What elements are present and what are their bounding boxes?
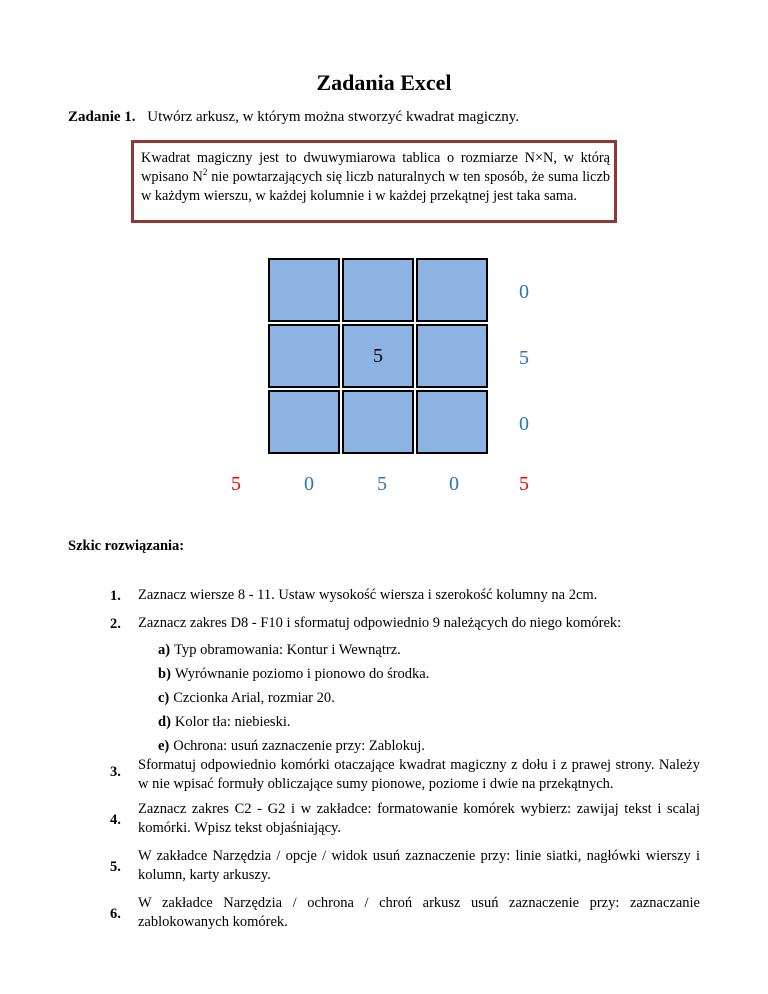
substep bbox=[158, 690, 335, 707]
definition-line-3: liczb w każdym wierszu, w każdej kolumnie i w każdej przekątnej jest taka bbox=[141, 169, 610, 204]
magic-cell bbox=[268, 390, 340, 454]
column-sum-1: 0 bbox=[304, 473, 314, 495]
substep-label: a) bbox=[158, 642, 171, 658]
substep-text: Czcionka Arial, rozmiar 20. bbox=[173, 690, 335, 706]
substep-text: Typ obramowania: Kontur i Wewnątrz. bbox=[174, 642, 401, 658]
step-text: Zaznacz zakres C2 - G2 i w zakładce: formatowanie komórek wybierz: zawijaj tekst i scalaj komórki. Wpisz tekst objaśniający. bbox=[138, 801, 700, 836]
task-label: Zadanie 1. bbox=[68, 109, 136, 125]
definition-box bbox=[131, 140, 617, 223]
row-sum-1: 0 bbox=[519, 281, 529, 303]
solution-heading: Szkic rozwiązania: bbox=[68, 538, 185, 554]
substep-text: Wyrównanie poziomo i pionowo do środka. bbox=[174, 666, 430, 682]
row-sum-3: 0 bbox=[519, 413, 529, 435]
substep-text: Kolor tła: niebieski. bbox=[174, 714, 291, 730]
substep bbox=[158, 738, 425, 755]
definition-line-2a: wpisano N bbox=[141, 169, 203, 185]
column-sum-3: 0 bbox=[449, 473, 459, 495]
definition-superscript: 2 bbox=[202, 167, 208, 178]
substep bbox=[158, 666, 429, 683]
magic-cell bbox=[342, 390, 414, 454]
substep-label: e) bbox=[158, 738, 170, 754]
substep-text: Ochrona: usuń zaznaczenie przy: Zablokuj. bbox=[173, 738, 425, 754]
step-number: 1. bbox=[110, 588, 121, 604]
step-text: W zakładce Narzędzia / ochrona / chroń arkusz usuń zaznaczenie przy: zaznaczanie zablokowanych komórek. bbox=[138, 895, 700, 930]
magic-cell bbox=[342, 258, 414, 322]
definition-line-1: Kwadrat magiczny jest to dwuwymiarowa tablica o rozmiarze N×N, w którą bbox=[141, 150, 610, 166]
step-number: 2. bbox=[110, 616, 121, 632]
step-text: W zakładce Narzędzia / opcje / widok usuń zaznaczenie przy: linie siatki, nagłówki wierszy i kolumn, karty arkuszy. bbox=[138, 848, 700, 883]
definition-line-2b: nie powtarzających się liczb naturalnych w ten sposób, że suma bbox=[207, 169, 579, 185]
magic-cell bbox=[416, 390, 488, 454]
substep bbox=[158, 642, 401, 659]
magic-cell-center: 5 bbox=[342, 324, 414, 388]
diagonal-sum-left: 5 bbox=[231, 473, 241, 495]
substep bbox=[158, 714, 290, 731]
substep-label: c) bbox=[158, 690, 170, 706]
definition-line-4: sama. bbox=[543, 188, 577, 204]
step-text: Zaznacz zakres D8 - F10 i sformatuj odpowiednio 9 należących do niego komórek: bbox=[138, 615, 622, 631]
step-number: 5. bbox=[110, 859, 121, 875]
page-title: Zadania Excel bbox=[316, 70, 452, 95]
step-text: Zaznacz wiersze 8 - 11. Ustaw wysokość wiersza i szerokość kolumny na 2cm. bbox=[138, 587, 598, 603]
magic-cell bbox=[416, 258, 488, 322]
magic-cell bbox=[268, 258, 340, 322]
column-sum-2: 5 bbox=[377, 473, 387, 495]
step-text: Sformatuj odpowiednio komórki otaczające kwadrat magiczny z dołu i z prawej strony. Należy w nie wpisać formuły obliczające sumy pionowe, poziome i dwie na przekątnych. bbox=[138, 757, 700, 792]
step-number: 4. bbox=[110, 812, 121, 828]
row-sum-2: 5 bbox=[519, 347, 529, 369]
substep-label: b) bbox=[158, 666, 171, 682]
magic-cell bbox=[268, 324, 340, 388]
task-heading bbox=[68, 109, 519, 126]
step-number: 6. bbox=[110, 906, 121, 922]
diagonal-sum-right: 5 bbox=[519, 473, 529, 495]
substep-label: d) bbox=[158, 714, 171, 730]
magic-cell bbox=[416, 324, 488, 388]
step-number: 3. bbox=[110, 764, 121, 780]
task-text: Utwórz arkusz, w którym można stworzyć kwadrat magiczny. bbox=[147, 109, 520, 125]
